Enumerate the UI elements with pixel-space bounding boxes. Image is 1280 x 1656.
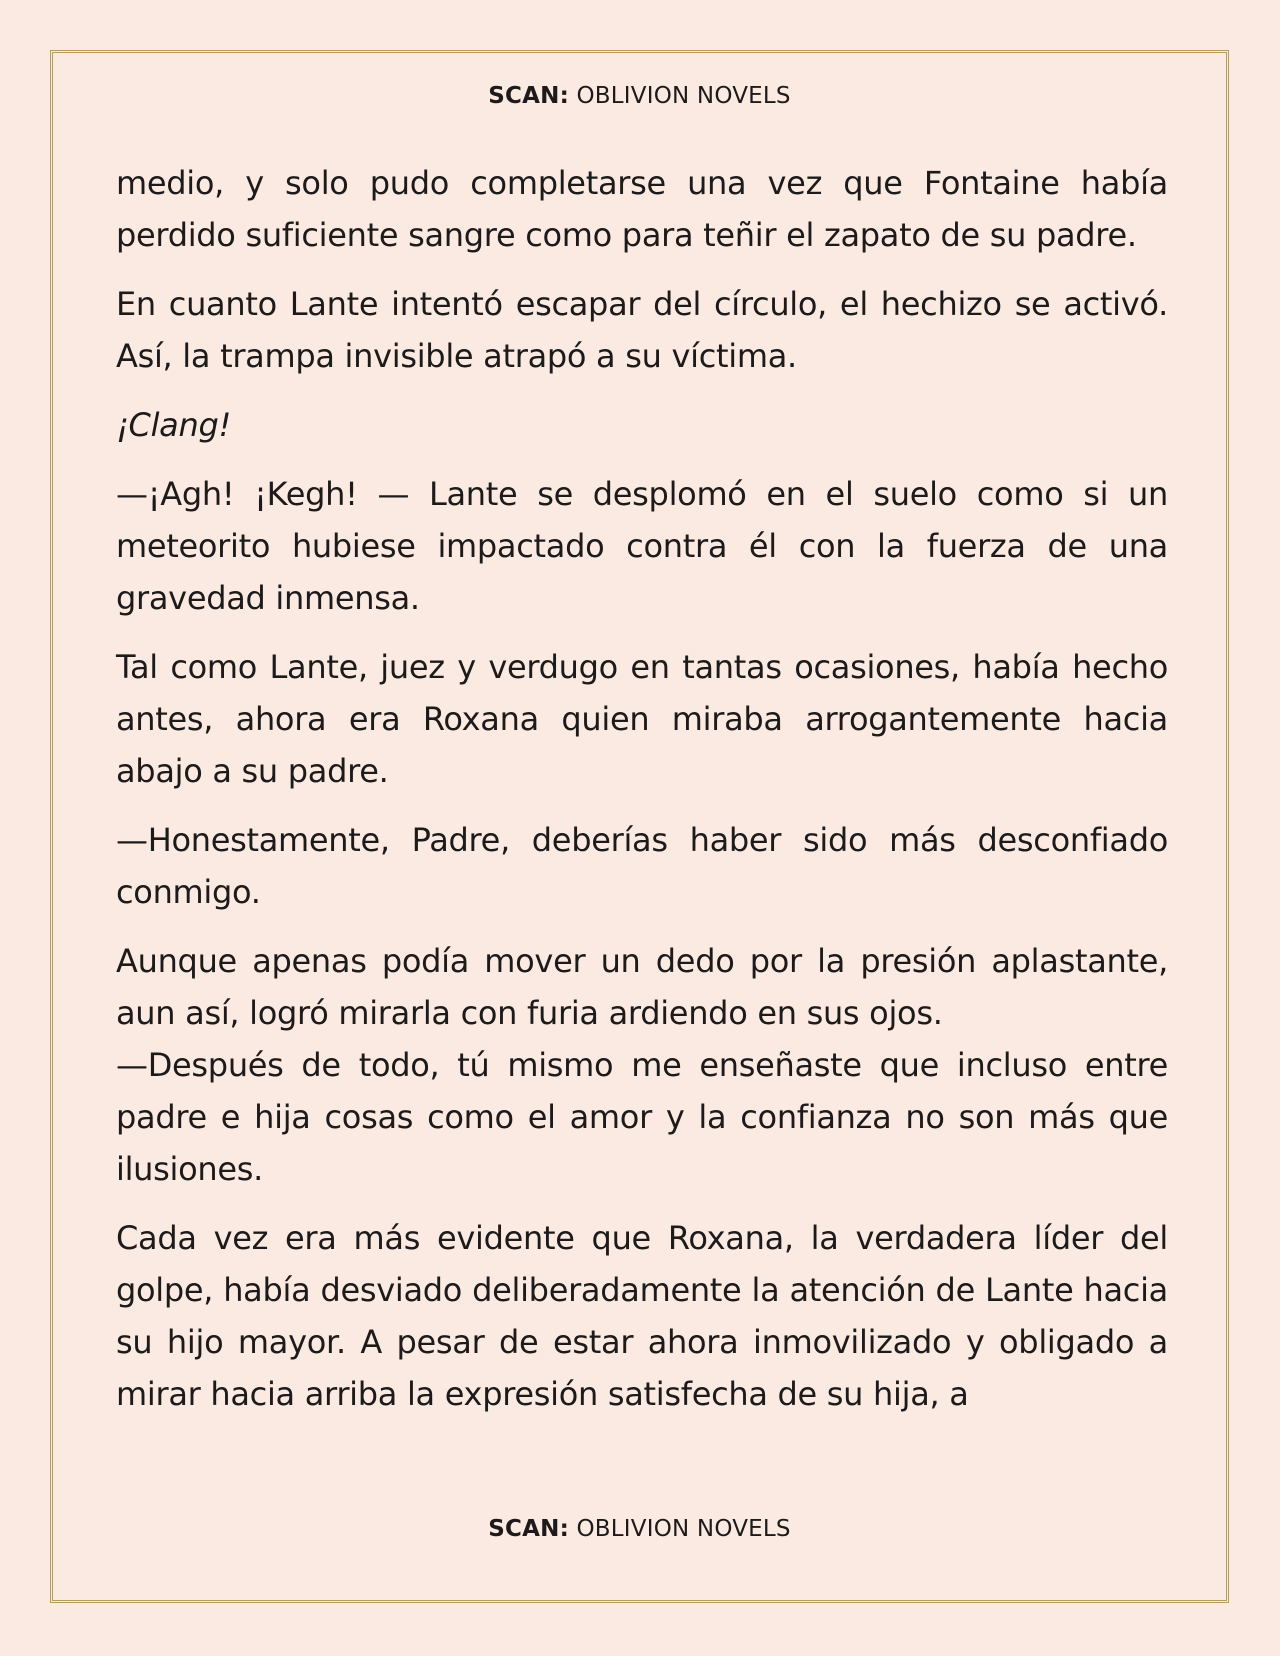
header-label-bold: SCAN: [488, 83, 569, 109]
paragraph-7-narration: Aunque apenas podía mover un dedo por la presión aplastante, aun así, logró mirarla con furia ardiendo en sus ojos. [116, 942, 1168, 1032]
paragraph-8: Cada vez era más evidente que Roxana, la verdadera líder del golpe, había desviado deliberadamente la atención de Lante hacia su hijo mayor. A pesar de estar ahora inmovilizado y obligado a mirar hacia arriba la expresión satisfecha de su hija, a [116, 1219, 1168, 1413]
footer-label-bold: SCAN: [488, 1516, 569, 1542]
page-frame [50, 50, 1229, 1603]
running-footer [53, 1516, 1226, 1542]
paragraph-5: Tal como Lante, juez y verdugo en tantas ocasiones, había hecho antes, ahora era Roxana quien miraba arrogantemente hacia abajo a su padre. [116, 648, 1168, 790]
paragraph-1: medio, y solo pudo completarse una vez que Fontaine había perdido suficiente sangre como para teñir el zapato de su padre. [116, 164, 1168, 254]
paragraph-3-sound-effect: ¡Clang! [116, 406, 231, 444]
paragraph-2: En cuanto Lante intentó escapar del círculo, el hechizo se activó. Así, la trampa invisible atrapó a su víctima. [116, 285, 1168, 375]
body-text [116, 157, 1168, 1437]
paragraph-7-dialogue: —Después de todo, tú mismo me enseñaste que incluso entre padre e hija cosas como el amor y la confianza no son más que ilusiones. [116, 1046, 1168, 1188]
paragraph-4: —¡Agh! ¡Kegh! — Lante se desplomó en el suelo como si un meteorito hubiese impactado contra él con la fuerza de una gravedad inmensa. [116, 475, 1168, 617]
running-header [53, 83, 1226, 109]
paragraph-7 [116, 935, 1168, 1195]
header-label-text: OBLIVION NOVELS [576, 83, 791, 109]
footer-label-text: OBLIVION NOVELS [576, 1516, 791, 1542]
paragraph-6: —Honestamente, Padre, deberías haber sido más desconfiado conmigo. [116, 821, 1168, 911]
